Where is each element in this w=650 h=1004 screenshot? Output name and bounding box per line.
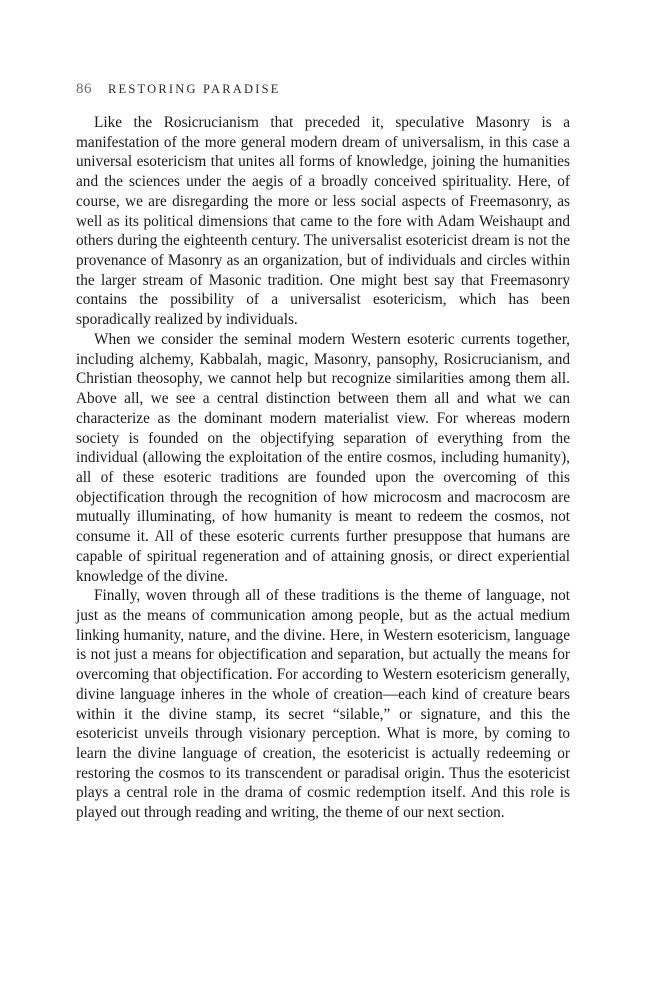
paragraph-3: Finally, woven through all of these traditions is the theme of language, not just as the means of communication among people, but as the actual medium linking humanity, nature, and the divine. Here, in Western esotericism, language is not just a means for objectification and separation, but actually the means for overcoming that objectification. For according to Western esotericism generally, divine language inheres in the whole of creation—each kind of creature bears within it the divine stamp, its secret “silable,” or signature, and this the esotericist unveils through visionary perception. What is more, by coming to learn the divine language of creation, the esotericist is actually redeeming or restoring the cosmos to its transcendent or paradisal origin. Thus the esotericist plays a central role in the drama of cosmic redemption itself. And this role is played out through reading and writing, the theme of our next section.	[76, 587, 570, 822]
paragraph-1: Like the Rosicrucianism that preceded it, speculative Masonry is a manifestation of the more general modern dream of universalism, in this case a universal esotericism that unites all forms of knowledge, joining the humanities and the sciences under the aegis of a broadly conceived spirituality. Here, of course, we are disregarding the more or less social aspects of Freemasonry, as well as its political dimensions that came to the fore with Adam Weishaupt and others during the eighteenth century. The universalist esotericist dream is not the provenance of Masonry as an organization, but of individuals and circles within the larger stream of Masonic tradition. One might best say that Freemasonry contains the possibility of a universalist esotericism, which has been sporadically realized by individuals.	[76, 114, 570, 329]
running-head-title: RESTORING PARADISE	[108, 82, 281, 96]
body-text	[76, 113, 570, 823]
paragraph-2: When we consider the seminal modern Western esoteric currents together, including alchemy, Kabbalah, magic, Masonry, pansophy, Rosicrucianism, and Christian theosophy, we cannot help but recognize similarities among them all. Above all, we see a central distinction between them all and what we can characterize as the dominant modern materialist view. For whereas modern society is founded on the objectifying separation of everything from the individual (allowing the exploitation of the entire cosmos, including humanity), all of these esoteric traditions are founded upon the overcoming of this objectification through the recognition of how microcosm and macrocosm are mutually illuminating, of how humanity is meant to redeem the cosmos, not consume it. All of these esoteric currents further presuppose that humans are capable of spiritual regeneration and of attaining gnosis, or direct experiential knowledge of the divine.	[76, 330, 570, 585]
running-head	[76, 80, 570, 100]
page-number: 86	[76, 81, 92, 97]
